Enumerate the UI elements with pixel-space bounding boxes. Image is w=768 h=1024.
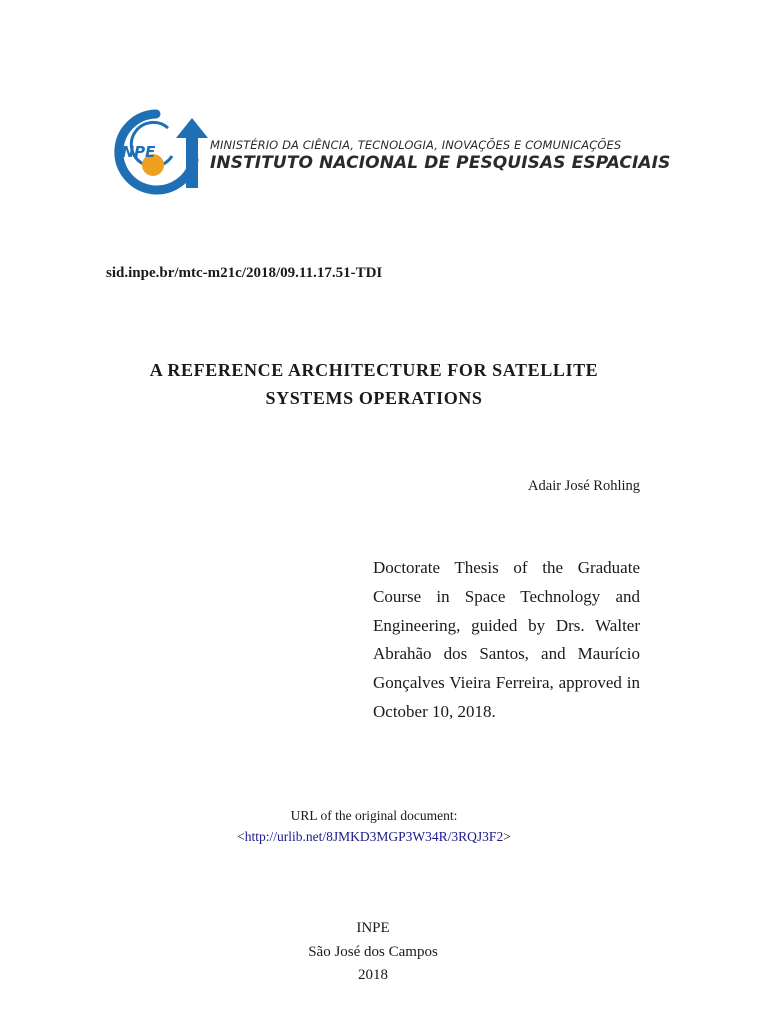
imprint [0, 917, 746, 988]
url-label: URL of the original document: [290, 808, 458, 823]
logo-wordmark [210, 138, 670, 173]
emblem-label: INPE [116, 143, 156, 161]
inpe-emblem-icon [106, 108, 210, 196]
inpe-logo [106, 108, 671, 196]
title-line-2: SYSTEMS OPERATIONS [265, 388, 483, 408]
url-close-bracket: > [503, 829, 511, 844]
institute-name: INSTITUTO NACIONAL DE PESQUISAS ESPACIAIS [210, 153, 671, 173]
original-document-link[interactable]: http://urlib.net/8JMKD3MGP3W34R/3RQJ3F2 [244, 829, 504, 844]
document-identifier: sid.inpe.br/mtc-m21c/2018/09.11.17.51-TDI [106, 265, 383, 281]
original-document-url [0, 829, 748, 845]
ministry-name: MINISTÉRIO DA CIÊNCIA, TECNOLOGIA, INOVAÇÕES E COMUNICAÇÕES [210, 138, 622, 152]
url-open-bracket: < [237, 829, 245, 844]
city-name: São José dos Campos [308, 943, 438, 960]
thesis-title [100, 356, 648, 412]
author-name: Adair José Rohling [528, 478, 640, 494]
institution-name: INPE [356, 920, 390, 936]
title-line-1: A REFERENCE ARCHITECTURE FOR SATELLITE [149, 360, 599, 380]
publication-year: 2018 [358, 967, 388, 983]
thesis-description: Doctorate Thesis of the Graduate Course in Space Technology and Engineering, guided by Drs. Walter Abrahão dos Santos, and Maurício Gonçalves Vieira Ferreira, approved in October 10, 2018. [373, 558, 640, 721]
